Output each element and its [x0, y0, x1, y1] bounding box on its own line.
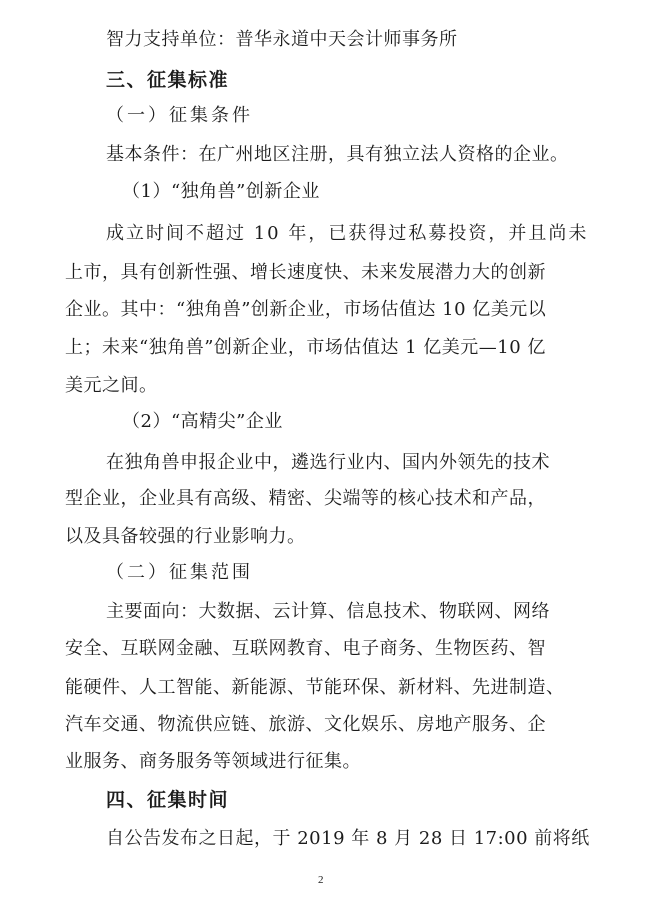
paragraph-line: 能硬件、人工智能、新能源、节能环保、新材料、先进制造、	[65, 677, 565, 698]
paragraph-line: 企业。其中：“独角兽”创新企业，市场估值达 10 亿美元以	[65, 299, 547, 320]
section-heading-time: 四、征集时间	[106, 789, 230, 811]
paragraph-line: 汽车交通、物流供应链、旅游、文化娱乐、房地产服务、企	[65, 714, 546, 735]
paragraph-line: 安全、互联网金融、互联网教育、电子商务、生物医药、智	[65, 638, 546, 659]
support-unit-line: 智力支持单位：普华永道中天会计师事务所	[106, 29, 458, 50]
paragraph-line: 美元之间。	[65, 375, 158, 396]
subheading-conditions: （一）征集条件	[106, 105, 253, 126]
paragraph-line: 在独角兽申报企业中，遴选行业内、国内外领先的技术	[106, 452, 550, 473]
paragraph-line: 型企业，企业具有高级、精密、尖端等的核心技术和产品，	[65, 488, 546, 509]
paragraph-line: 成立时间不超过 10 年，已获得过私募投资，并且尚未	[106, 223, 589, 244]
paragraph-line: 以及具备较强的行业影响力。	[65, 526, 306, 547]
paragraph-line: 上市，具有创新性强、增长速度快、未来发展潜力大的创新	[65, 262, 546, 283]
item-high-tech-heading: （2）“高精尖”企业	[122, 411, 283, 432]
paragraph-line: 业服务、商务服务等领域进行征集。	[65, 751, 361, 772]
basic-conditions-line: 基本条件：在广州地区注册，具有独立法人资格的企业。	[106, 144, 569, 165]
paragraph-line: 主要面向：大数据、云计算、信息技术、物联网、网络	[106, 601, 550, 622]
paragraph-line: 上；未来“独角兽”创新企业，市场估值达 1 亿美元—10 亿	[65, 337, 546, 358]
page-number: 2	[318, 874, 324, 886]
item-unicorn-heading: （1）“独角兽”创新企业	[122, 181, 320, 202]
section-heading-criteria: 三、征集标准	[106, 69, 230, 91]
subheading-scope: （二）征集范围	[106, 562, 253, 583]
paragraph-line: 自公告发布之日起，于 2019 年 8 月 28 日 17:00 前将纸	[106, 828, 590, 849]
